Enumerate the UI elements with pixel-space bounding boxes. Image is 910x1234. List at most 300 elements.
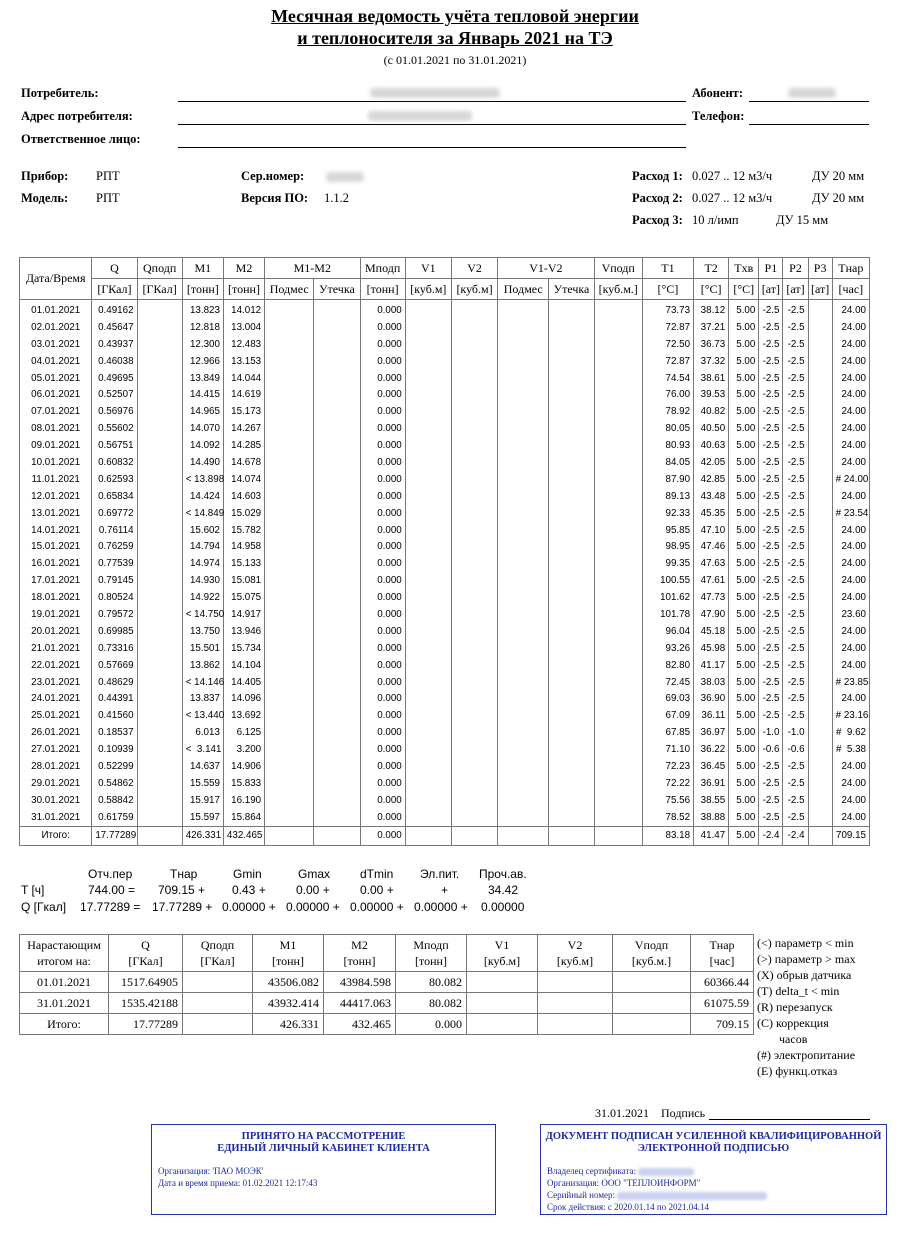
table-cell: 24.00 (832, 454, 869, 471)
table-cell (594, 640, 642, 657)
table-cell: 37.32 (694, 353, 729, 370)
table-cell: 24.00 (832, 300, 869, 319)
table-cell: -2.5 (783, 657, 808, 674)
table-cell: 5.00 (729, 454, 759, 471)
table-cell: -0.6 (759, 741, 783, 758)
table-cell: 0.69772 (92, 505, 137, 522)
table-cell (613, 1014, 691, 1035)
table-cell: 14.922 (182, 589, 223, 606)
table-cell (451, 606, 497, 623)
table-cell (314, 572, 360, 589)
table-cell: # 5.38 (832, 741, 869, 758)
table-cell (549, 538, 594, 555)
table-cell (405, 640, 451, 657)
table-cell: 31.01.2021 (20, 809, 92, 826)
device-label: Прибор: (21, 169, 69, 183)
table-cell: 0.000 (360, 353, 405, 370)
table-cell (137, 336, 182, 353)
table-cell: 11.01.2021 (20, 471, 92, 488)
redacted-serial (326, 172, 364, 182)
table-cell: 47.46 (694, 538, 729, 555)
table-cell: 20.01.2021 (20, 623, 92, 640)
summary-t-proch: 34.42 (488, 883, 519, 897)
flow1-value: 0.027 .. 12 м3/ч (692, 169, 773, 183)
table-cell: 05.01.2021 (20, 370, 92, 387)
table-cell (265, 538, 314, 555)
device-value: РПТ (96, 169, 120, 183)
table-cell (405, 319, 451, 336)
table-cell (265, 420, 314, 437)
table-cell: 23.60 (832, 606, 869, 623)
table-cell (549, 471, 594, 488)
table-cell (405, 674, 451, 691)
table-cell: -2.5 (759, 403, 783, 420)
col-txv-header: Txв (729, 258, 759, 279)
table-cell: -2.5 (759, 437, 783, 454)
table-cell: 426.331 (253, 1014, 324, 1035)
table-cell: -2.5 (759, 386, 783, 403)
table-cell: 36.11 (694, 707, 729, 724)
table-cell: 13.849 (182, 370, 223, 387)
table-cell: 17.01.2021 (20, 572, 92, 589)
table-cell (808, 606, 832, 623)
table-cell: 23.01.2021 (20, 674, 92, 691)
table-cell: 14.424 (182, 488, 223, 505)
table-cell: 14.096 (223, 690, 264, 707)
table-cell: -2.5 (783, 707, 808, 724)
table-cell: 42.05 (694, 454, 729, 471)
table-cell: -2.5 (759, 336, 783, 353)
table-cell: 15.597 (182, 809, 223, 826)
address-line (178, 124, 686, 125)
table-cell (808, 353, 832, 370)
table-cell: # 23.16 (832, 707, 869, 724)
table-cell (265, 403, 314, 420)
table-cell (808, 505, 832, 522)
table-cell (549, 522, 594, 539)
table-cell (314, 319, 360, 336)
summary-h-tnar: Тнар (170, 867, 198, 881)
table-cell (405, 809, 451, 826)
table-cell: 12.818 (182, 319, 223, 336)
table-cell: 12.966 (182, 353, 223, 370)
flow1-label: Расход 1: (632, 169, 683, 183)
table-cell (314, 826, 360, 845)
table-cell: 24.00 (832, 319, 869, 336)
table-cell: 47.10 (694, 522, 729, 539)
table-cell: 67.85 (642, 724, 693, 741)
table-cell: 24.00 (832, 370, 869, 387)
table-cell: -2.5 (759, 319, 783, 336)
table-cell: -2.5 (759, 606, 783, 623)
table-cell: 14.603 (223, 488, 264, 505)
table-cell: 24.00 (832, 353, 869, 370)
table-cell: 5.00 (729, 538, 759, 555)
table-cell (808, 420, 832, 437)
table-cell (549, 724, 594, 741)
table-cell: 5.00 (729, 640, 759, 657)
table-cell (314, 300, 360, 319)
table-cell: 0.000 (360, 319, 405, 336)
table-cell (405, 538, 451, 555)
table-cell (265, 809, 314, 826)
table-cell (594, 454, 642, 471)
cum-h-itog: Нарастающим итогом на: (20, 935, 109, 972)
col-v1-header: V1 (405, 258, 451, 279)
table-cell (405, 758, 451, 775)
table-cell (265, 386, 314, 403)
table-cell: 5.00 (729, 741, 759, 758)
table-cell: 36.45 (694, 758, 729, 775)
col-qpodp-header: Qподп (137, 258, 182, 279)
stamp-signed-title2: ЭЛЕКТРОННОЙ ПОДПИСЬЮ (637, 1143, 790, 1154)
stamp-accepted (151, 1124, 496, 1215)
table-cell: -2.5 (783, 300, 808, 319)
table-cell (594, 690, 642, 707)
table-cell: -2.5 (759, 300, 783, 319)
table-cell: 44417.063 (324, 993, 396, 1014)
table-row (20, 488, 870, 505)
table-cell (594, 758, 642, 775)
table-cell: 18.01.2021 (20, 589, 92, 606)
table-cell: -2.5 (783, 690, 808, 707)
table-cell (498, 505, 549, 522)
table-cell: 15.01.2021 (20, 538, 92, 555)
table-cell: -2.5 (759, 353, 783, 370)
table-cell (594, 505, 642, 522)
table-cell: 14.678 (223, 454, 264, 471)
legend-item: (X) обрыв датчика (757, 968, 852, 982)
table-cell (137, 775, 182, 792)
table-cell: 15.501 (182, 640, 223, 657)
table-cell: 72.45 (642, 674, 693, 691)
table-cell (314, 353, 360, 370)
redacted-serial-number (617, 1192, 767, 1200)
table-cell: 04.01.2021 (20, 353, 92, 370)
table-cell: 5.00 (729, 707, 759, 724)
table-row (20, 353, 870, 370)
table-cell: 5.00 (729, 657, 759, 674)
table-cell: 87.90 (642, 471, 693, 488)
table-cell (808, 437, 832, 454)
table-cell: 0.000 (360, 454, 405, 471)
table-cell (498, 623, 549, 640)
table-cell: 0.000 (360, 657, 405, 674)
table-cell (594, 488, 642, 505)
table-cell: 12.300 (182, 336, 223, 353)
table-cell: < 3.141 (182, 741, 223, 758)
table-cell: 426.331 (182, 826, 223, 845)
table-cell (451, 319, 497, 336)
table-cell: 26.01.2021 (20, 724, 92, 741)
table-cell: 5.00 (729, 674, 759, 691)
table-cell (265, 370, 314, 387)
table-cell: 73.73 (642, 300, 693, 319)
table-cell: 0.65834 (92, 488, 137, 505)
table-cell: 61075.59 (691, 993, 754, 1014)
summary-h-proch: Проч.ав. (479, 867, 527, 881)
table-cell: 13.946 (223, 623, 264, 640)
table-cell: -2.5 (783, 488, 808, 505)
table-cell (137, 370, 182, 387)
table-cell (405, 522, 451, 539)
table-cell (137, 522, 182, 539)
table-cell: 0.000 (360, 724, 405, 741)
table-cell (137, 555, 182, 572)
table-cell: -2.5 (783, 792, 808, 809)
table-cell (137, 403, 182, 420)
cumulative-table (19, 934, 754, 1035)
table-cell: 24.00 (832, 589, 869, 606)
table-cell (498, 420, 549, 437)
table-cell: 08.01.2021 (20, 420, 92, 437)
table-cell (314, 488, 360, 505)
table-row (20, 690, 870, 707)
table-cell: 0.000 (360, 623, 405, 640)
table-cell (594, 300, 642, 319)
table-cell (314, 386, 360, 403)
table-cell (265, 505, 314, 522)
table-cell (314, 336, 360, 353)
summary-h-gmin: Gmin (233, 867, 262, 881)
table-cell (137, 826, 182, 845)
table-cell (549, 589, 594, 606)
summary-q-otch: 17.77289 = (80, 900, 141, 914)
cumulative-row (20, 1014, 754, 1035)
table-cell: 82.80 (642, 657, 693, 674)
table-cell (314, 454, 360, 471)
table-row (20, 505, 870, 522)
table-cell: 14.619 (223, 386, 264, 403)
table-cell: 100.55 (642, 572, 693, 589)
table-cell: 0.000 (360, 707, 405, 724)
table-cell: 0.45647 (92, 319, 137, 336)
table-cell: 0.58842 (92, 792, 137, 809)
table-cell (405, 657, 451, 674)
table-cell (451, 657, 497, 674)
table-cell (594, 657, 642, 674)
summary-q-elpit: 0.00000 + (414, 900, 468, 914)
table-cell: 60366.44 (691, 972, 754, 993)
cumulative-row (20, 972, 754, 993)
table-cell: -2.5 (759, 657, 783, 674)
table-cell (808, 454, 832, 471)
table-cell: 0.000 (360, 336, 405, 353)
table-cell (808, 538, 832, 555)
table-cell (137, 589, 182, 606)
table-cell (451, 437, 497, 454)
table-cell: 72.87 (642, 319, 693, 336)
table-cell (594, 724, 642, 741)
table-cell: -2.5 (759, 505, 783, 522)
table-cell (451, 690, 497, 707)
table-cell: 24.00 (832, 657, 869, 674)
table-cell: 09.01.2021 (20, 437, 92, 454)
table-cell: 24.00 (832, 623, 869, 640)
table-cell: 13.862 (182, 657, 223, 674)
table-cell: 45.35 (694, 505, 729, 522)
table-cell (594, 437, 642, 454)
table-cell (549, 370, 594, 387)
table-cell (613, 972, 691, 993)
table-cell: 101.78 (642, 606, 693, 623)
table-cell: 47.61 (694, 572, 729, 589)
table-cell (549, 386, 594, 403)
summary-t-dtmin: 0.00 + (360, 883, 394, 897)
table-cell: 38.61 (694, 370, 729, 387)
table-cell: 0.48629 (92, 674, 137, 691)
table-cell: 14.092 (182, 437, 223, 454)
table-cell: 0.000 (360, 505, 405, 522)
table-cell (405, 336, 451, 353)
table-cell (498, 589, 549, 606)
table-cell: 5.00 (729, 724, 759, 741)
table-cell: 15.075 (223, 589, 264, 606)
table-row (20, 572, 870, 589)
table-row (20, 775, 870, 792)
table-cell: 0.43937 (92, 336, 137, 353)
table-cell (314, 589, 360, 606)
table-cell: 41.17 (694, 657, 729, 674)
table-cell (314, 775, 360, 792)
table-cell: 5.00 (729, 572, 759, 589)
table-cell: 14.637 (182, 758, 223, 775)
table-cell: 0.000 (360, 758, 405, 775)
phone-label: Телефон: (692, 109, 745, 123)
table-cell (405, 606, 451, 623)
table-cell: 5.00 (729, 589, 759, 606)
cum-h-tnar: Tнар [час] (691, 935, 754, 972)
table-cell: # 23.54 (832, 505, 869, 522)
table-cell: 24.00 (832, 538, 869, 555)
cum-h-m2: M2 [тонн] (324, 935, 396, 972)
table-cell: 38.88 (694, 809, 729, 826)
table-cell: 0.76259 (92, 538, 137, 555)
table-cell (498, 606, 549, 623)
table-cell (405, 690, 451, 707)
report-title-line2: и теплоносителя за Январь 2021 на ТЭ (297, 28, 613, 48)
table-cell: 36.90 (694, 690, 729, 707)
table-cell: 0.49695 (92, 370, 137, 387)
table-cell: -2.5 (759, 488, 783, 505)
table-cell: 14.405 (223, 674, 264, 691)
table-cell: < 13.898 (182, 471, 223, 488)
col-t1-unit: [°C] (642, 279, 693, 300)
table-cell (467, 1014, 538, 1035)
table-row (20, 623, 870, 640)
table-cell (498, 809, 549, 826)
table-cell: -2.5 (759, 471, 783, 488)
table-cell: 19.01.2021 (20, 606, 92, 623)
table-cell (538, 972, 613, 993)
table-cell (808, 792, 832, 809)
col-m1m2-utechka: Утечка (314, 279, 360, 300)
table-cell (137, 809, 182, 826)
table-cell (808, 657, 832, 674)
responsible-line (178, 147, 686, 148)
table-cell: 14.906 (223, 758, 264, 775)
stamp-accepted-title1: ПРИНЯТО НА РАССМОТРЕНИЕ (241, 1131, 406, 1142)
table-cell: 31.01.2021 (20, 993, 109, 1014)
table-cell: 0.52299 (92, 758, 137, 775)
table-cell: -2.5 (759, 707, 783, 724)
table-cell (808, 589, 832, 606)
table-cell (498, 386, 549, 403)
table-row (20, 707, 870, 724)
table-cell (594, 370, 642, 387)
table-row (20, 420, 870, 437)
table-cell: 5.00 (729, 319, 759, 336)
table-cell (265, 741, 314, 758)
table-cell (137, 792, 182, 809)
table-cell: 14.958 (223, 538, 264, 555)
table-cell: 24.00 (832, 809, 869, 826)
table-cell: 24.00 (832, 572, 869, 589)
table-cell (265, 775, 314, 792)
cum-h-q: Q [ГКал] (109, 935, 183, 972)
table-row (20, 589, 870, 606)
table-cell (594, 792, 642, 809)
col-vpodp-header: Vподп (594, 258, 642, 279)
table-row (20, 640, 870, 657)
table-cell: 5.00 (729, 775, 759, 792)
table-cell: 40.63 (694, 437, 729, 454)
table-cell: 99.35 (642, 555, 693, 572)
legend-item: часов (779, 1032, 808, 1046)
table-cell: 45.18 (694, 623, 729, 640)
table-cell: 24.00 (832, 488, 869, 505)
table-cell (549, 555, 594, 572)
table-cell: -2.5 (759, 572, 783, 589)
legend-item: (#) электропитание (757, 1048, 856, 1062)
table-cell (808, 336, 832, 353)
table-cell (137, 724, 182, 741)
table-cell: -0.6 (783, 741, 808, 758)
table-cell (498, 370, 549, 387)
table-row (20, 336, 870, 353)
table-row (20, 809, 870, 826)
summary-q-tnar: 17.77289 + (152, 900, 213, 914)
table-cell: 43984.598 (324, 972, 396, 993)
table-cell (314, 724, 360, 741)
table-cell (314, 437, 360, 454)
table-cell (265, 300, 314, 319)
table-cell (265, 336, 314, 353)
col-tnar-unit: [час] (832, 279, 869, 300)
table-cell (498, 657, 549, 674)
col-p3-unit: [ат] (808, 279, 832, 300)
table-cell (405, 589, 451, 606)
table-cell (405, 386, 451, 403)
table-cell: 0.000 (360, 538, 405, 555)
table-cell: 06.01.2021 (20, 386, 92, 403)
table-cell: 0.56976 (92, 403, 137, 420)
table-cell: 0.69985 (92, 623, 137, 640)
table-cell: 21.01.2021 (20, 640, 92, 657)
table-cell: 0.54862 (92, 775, 137, 792)
table-cell: 0.000 (396, 1014, 467, 1035)
table-cell (594, 741, 642, 758)
table-cell: 16.190 (223, 792, 264, 809)
table-cell: -2.5 (783, 454, 808, 471)
table-cell (137, 674, 182, 691)
table-cell (808, 522, 832, 539)
table-cell: 0.000 (360, 826, 405, 845)
table-row (20, 606, 870, 623)
stamp-accepted-received: Дата и время приема: 01.02.2021 12:17:43 (158, 1178, 318, 1188)
subscriber-label: Абонент: (692, 86, 743, 100)
consumer-label: Потребитель: (21, 86, 99, 100)
